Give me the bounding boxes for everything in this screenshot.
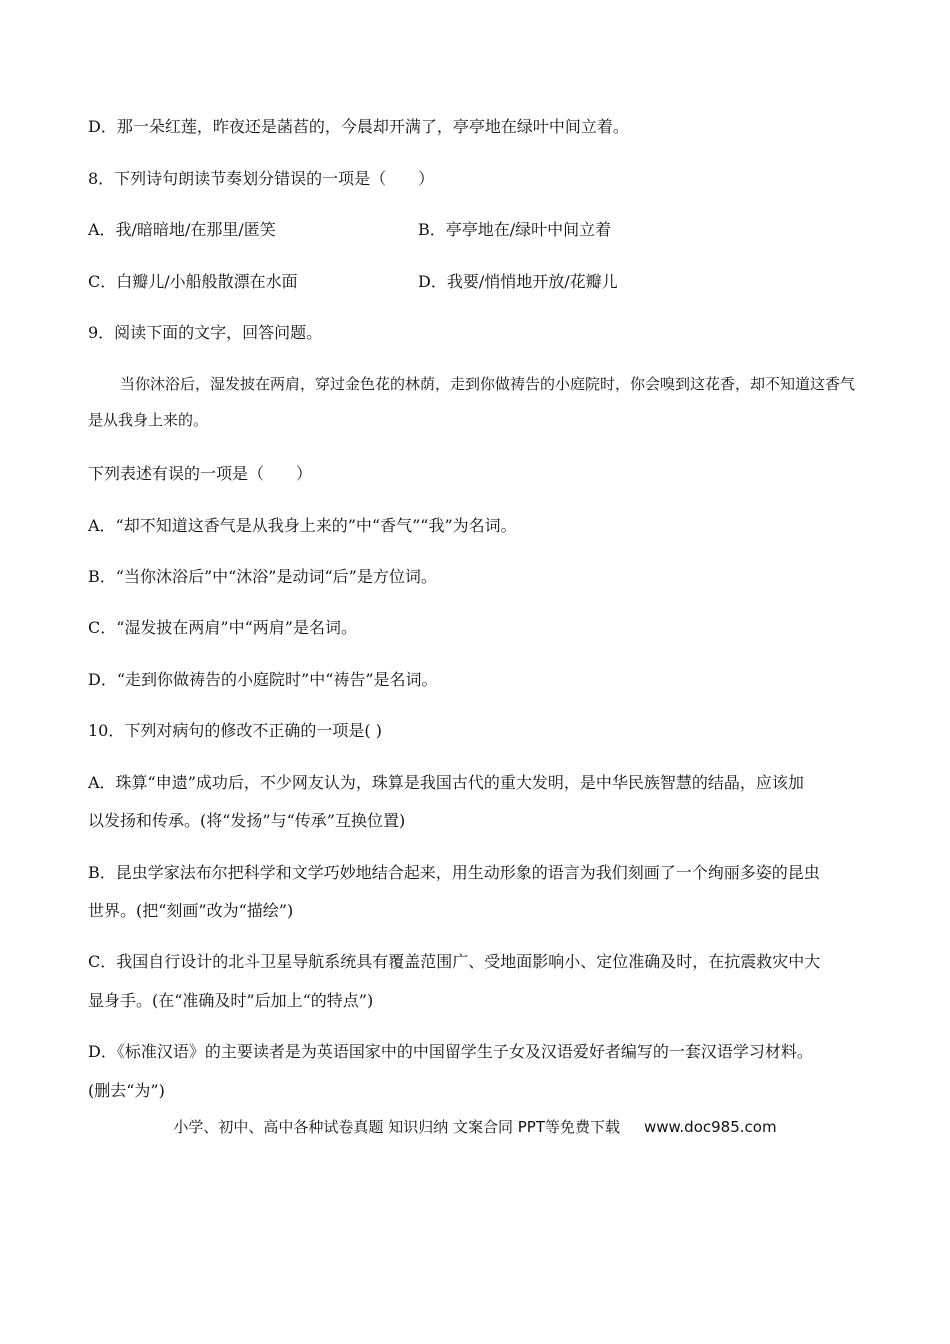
q9-passage: 当你沐浴后，湿发披在两肩，穿过金色花的林荫，走到你做祷告的小庭院时，你会嗅到这花香，却不知道这香气是从我身上来的。	[88, 375, 856, 429]
q10-option-c-line2: 显身手。(在“准确及时”后加上“的特点”)	[88, 991, 374, 1010]
footer-text: 小学、初中、高中各种试卷真题 知识归纳 文案合同 PPT等免费下载	[173, 1118, 620, 1136]
q9-stem: 9．阅读下面的文字，回答问题。	[88, 323, 323, 342]
q8-option-b: B．亭亭地在/绿叶中间立着	[418, 220, 612, 239]
q10-option-d-line2: (删去“为”)	[88, 1081, 165, 1100]
q9-question: 下列表述有误的一项是（ ）	[88, 464, 313, 483]
footer-site-link[interactable]: www.doc985.com	[643, 1118, 777, 1136]
q9-option-b: B．“当你沐浴后”中“沐浴”是动词“后”是方位词。	[88, 567, 437, 586]
q8-stem: 8．下列诗句朗读节奏划分错误的一项是（ ）	[88, 169, 435, 188]
q9-option-d: D．“走到你做祷告的小庭院时”中“祷告”是名词。	[88, 670, 438, 689]
q9-option-a: A．“却不知道这香气是从我身上来的”中“香气”“我”为名词。	[88, 516, 517, 535]
q10-option-d-line1: D．《标准汉语》的主要读者是为英语国家中的中国留学生子女及汉语爱好者编写的一套汉语学习材料。	[88, 1042, 813, 1061]
q10-option-c-line1: C．我国自行设计的北斗卫星导航系统具有覆盖范围广、受地面影响小、定位准确及时，在抗震救灾中大	[88, 952, 821, 971]
q10-option-a-line2: 以发扬和传承。(将“发扬”与“传承”互换位置)	[88, 811, 406, 830]
q9-option-c: C．“湿发披在两肩”中“两肩”是名词。	[88, 618, 357, 637]
q10-option-b-line1: B．昆虫学家法布尔把科学和文学巧妙地结合起来，用生动形象的语言为我们刻画了一个绚丽多姿的昆虫	[88, 863, 820, 882]
q8-option-a: A．我/暗暗地/在那里/匿笑	[88, 220, 276, 239]
q8-option-c: C．白瓣儿/小船般散漂在水面	[88, 272, 298, 291]
q8-option-d: D．我要/悄悄地开放/花瓣儿	[418, 272, 618, 291]
page-footer	[0, 1117, 950, 1137]
q10-option-b-line2: 世界。(把“刻画”改为“描绘”)	[88, 901, 294, 920]
q10-stem: 10．下列对病句的修改不正确的一项是( )	[88, 721, 382, 740]
q7-option-d: D．那一朵红莲，昨夜还是菡萏的，今晨却开满了，亭亭地在绿叶中间立着。	[88, 117, 629, 136]
q10-option-a-line1: A．珠算“申遗”成功后，不少网友认为，珠算是我国古代的重大发明，是中华民族智慧的结晶，应该加	[88, 773, 804, 792]
